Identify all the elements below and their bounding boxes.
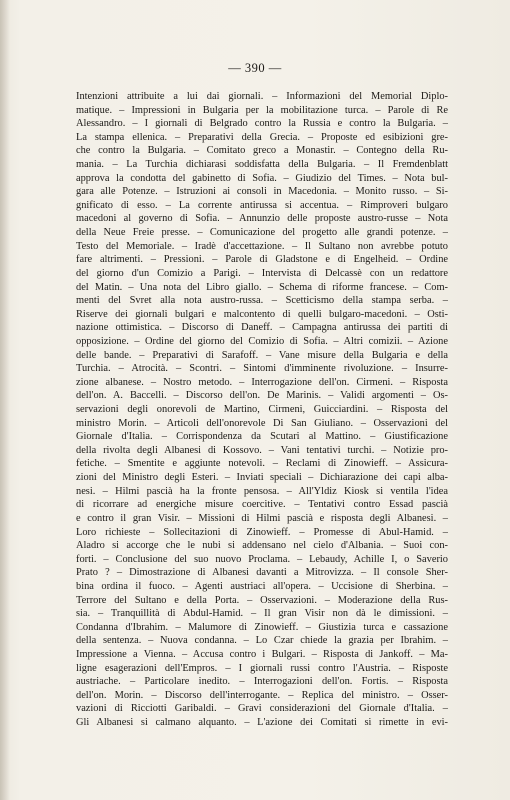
text-line: delle bande. – Preparativi di Sarafoff. – Vane misure della Bulgaria e della <box>76 349 448 361</box>
text-line: Condanna d'Ibrahim. – Malumore di Zinowieff. – Giustizia turca e cassazione <box>76 621 448 633</box>
text-line: menti del Svret alla nota austro-russa. – Scetticismo della stampa serba. – <box>76 295 448 307</box>
text-line: Giornale d'Italia. – Corrispondenza da Scutari al Mattino. – Giustificazione <box>76 431 448 443</box>
text-line: di ricorrare ad energiche misure coercitive. – Tentativi contro Essad pascià <box>76 499 448 511</box>
text-line: Gli Albanesi si calmano alquanto. – L'azione dei Comitati si rimette in evi- <box>76 717 448 729</box>
text-line: Terrore del Sultano e della Porta. – Osservazioni. – Moderazione della Rus- <box>76 594 448 606</box>
text-line: opposizione. – Ordine del giorno del Comizio di Sofia. – Altri comizii. – Azione <box>76 335 448 347</box>
text-line: bina ordina il fuoco. – Agenti austriaci all'opera. – Uccisione di Sherbina. – <box>76 580 448 592</box>
text-line: nazione ottimistica. – Discorso di Daneff. – Campagna antirussa dei partiti di <box>76 322 448 334</box>
text-line: Testo del Memoriale. – Iradè d'accettazione. – Il Sultano non avrebbe potuto <box>76 240 448 252</box>
text-line: Alessandro. – I giornali di Belgrado contro la Russia e contro la Bulgaria. – <box>76 118 448 130</box>
text-line: che contro la Bulgaria. – Comitato greco a Monastir. – Contegno della Ru- <box>76 145 448 157</box>
text-line: Intenzioni attribuite a lui dai giornali. – Informazioni del Memorial Diplo- <box>76 91 448 102</box>
text-line: zione albanese. – Nostro metodo. – Interrogazione dell'on. Cirmeni. – Risposta <box>76 376 448 388</box>
text-line: nesi. – Hilmi pascià ha la fronte pensosa. – All'Yldiz Kiosk si ventila l'idea <box>76 485 448 497</box>
text-line: macedoni al governo di Sofia. – Annunzio delle proposte austro-russe – Nota <box>76 213 448 225</box>
page-number: — 390 — <box>228 61 282 75</box>
text-line: gnificato di esso. – La corrente antirussa si accentua. – Rimproveri bulgaro <box>76 199 448 211</box>
text-line: Prato ? – Dimostrazione di Albanesi davanti a Mitrovizza. – Il console Sher- <box>76 567 448 579</box>
text-line: servazioni degli onorevoli de Martino, Cirmeni, Guicciardini. – Risposta del <box>76 404 448 416</box>
text-line: austriache. – Particolare inedito. – Interrogazioni dell'on. Fortis. – Risposta <box>76 676 448 688</box>
text-line: forti. – Conclusione del suo nuovo Proclama. – Lebaudy, Achille I, o Saverio <box>76 553 448 565</box>
text-line: della rivolta degli Albanesi di Kossovo. – Vani tentativi turchi. – Notizie pro- <box>76 444 448 456</box>
text-line: Loro richieste – Sollecitazioni di Zinowieff. – Promesse di Abul-Hamid. – <box>76 526 448 538</box>
text-line: Riserve dei giornali bulgari e malcontento di quelli bulgaro-macedoni. – Osti- <box>76 308 448 320</box>
text-line: e contro il gran Visir. – Missioni di Hilmi pascià e risposta degli Albanesi. – <box>76 512 448 524</box>
text-line: La stampa ellenica. – Preparativi della Grecia. – Proposte ed esibizioni gre- <box>76 131 448 143</box>
text-line: fare altrimenti. – Pressioni. – Parole di Gladstone e di Engelheid. – Ordine <box>76 254 448 266</box>
body-text <box>76 90 448 730</box>
text-line: del Matin. – Una nota del Libro giallo. – Schema di riforme francese. – Com- <box>76 281 448 293</box>
text-line: approva la condotta del gabinetto di Sofia. – Giudizio del Times. – Nota bul- <box>76 172 448 184</box>
text-line: della sentenza. – Nuova condanna. – Lo Czar chiede la grazia per Ibrahim. – <box>76 635 448 647</box>
text-line: ministro Morin. – Articoli dell'onorevole Di San Giuliano. – Osservazioni del <box>76 417 448 429</box>
text-line: del giorno d'un Comizio a Parigi. – Intervista di Delcassè con un redattore <box>76 267 448 279</box>
text-line: mania. – La Turchia dichiarasi soddisfatta della Bulgaria. – Il Fremdenblatt <box>76 159 448 171</box>
text-line: vazioni di Ricciotti Garibaldi. – Gravi considerazioni del Giornale d'Italia. – <box>76 703 448 715</box>
text-line: ligne esagerazioni dell'Empros. – I giornali russi contro l'Austria. – Risposte <box>76 662 448 674</box>
text-line: Turchia. – Atrocità. – Scontri. – Sintomi d'imminente rivoluzione. – Insurre- <box>76 363 448 375</box>
text-line: Aladro si accorge che le nubi si addensano nel cielo d'Albania. – Suoi con- <box>76 540 448 552</box>
text-line: della Neue Freie presse. – Comunicazione del progetto alle grandi potenze. – <box>76 227 448 239</box>
text-line: dell'on. Morin. – Discorso dell'interrogante. – Replica del ministro. – Osser- <box>76 689 448 701</box>
text-line: sia. – Tranquillità di Abdul-Hamid. – Il gran Visir non dà le dimissioni. – <box>76 608 448 620</box>
text-line: Impressione a Vienna. – Accusa contro i Bulgari. – Risposta di Jankoff. – Ma- <box>76 648 448 660</box>
text-line: gara alle Potenze. – Istruzioni ai consoli in Macedonia. – Monito russo. – Si- <box>76 186 448 198</box>
text-line: zioni del Ministro degli Esteri. – Inviati speciali – Dichiarazione dei capi alba- <box>76 472 448 484</box>
text-line: matique. – Impressioni in Bulgaria per la mobilitazione turca. – Parole di Re <box>76 104 448 116</box>
text-line: fetiche. – Smentite e aggiunte notevoli. – Reclami di Zinowieff. – Assicura- <box>76 458 448 470</box>
text-line: dell'on. A. Baccelli. – Discorso dell'on. De Marinis. – Validi argomenti – Os- <box>76 390 448 402</box>
binding-shadow <box>0 0 10 800</box>
